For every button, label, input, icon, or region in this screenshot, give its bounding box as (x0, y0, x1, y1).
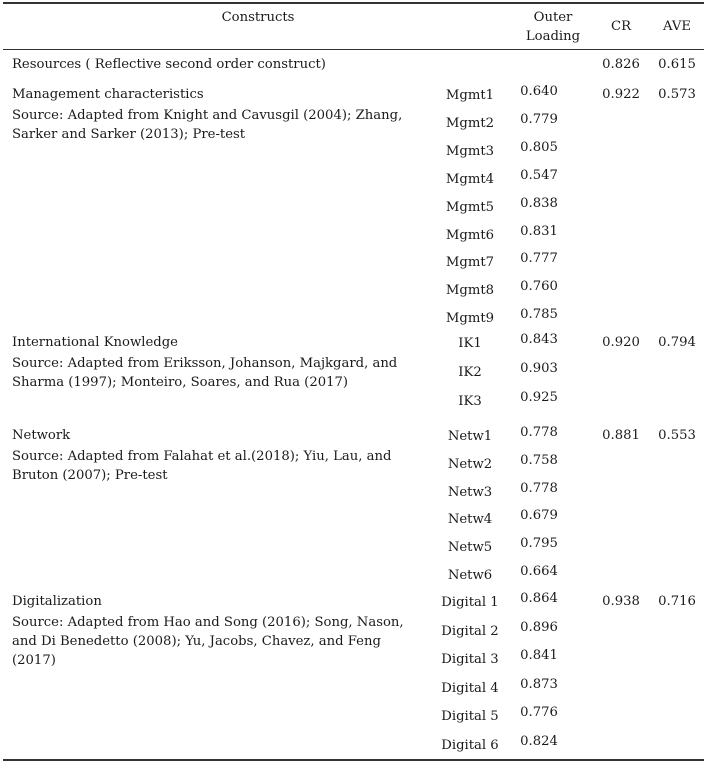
indicator-loading: 0.925 (520, 390, 558, 405)
indicator-loading: 0.758 (520, 452, 558, 468)
indicator-code: Netw3 (447, 484, 493, 500)
indicator-loading: 0.903 (520, 361, 558, 376)
indicator-loading: 0.896 (520, 619, 558, 635)
indicator-code: IK1 (458, 336, 482, 351)
construct-ave: 0.553 (658, 428, 696, 443)
indicator-code: Mgmt6 (445, 227, 495, 243)
construct-ave: 0.716 (658, 594, 696, 609)
construct-ave: 0.573 (658, 87, 696, 102)
indicator-loading: 0.841 (520, 648, 558, 664)
indicator-loading: 0.679 (520, 508, 558, 524)
construct-cr: 0.881 (602, 428, 640, 443)
indicator-loading: 0.805 (520, 139, 558, 155)
indicator-loading: 0.824 (520, 734, 558, 749)
indicator-code: Mgmt2 (445, 115, 495, 131)
indicator-code: IK2 (458, 365, 482, 380)
indicator-code: IK3 (458, 394, 482, 409)
indicator-loading: 0.776 (520, 705, 558, 721)
construct-ave: 0.794 (658, 335, 696, 350)
header-ave: AVE (662, 19, 692, 34)
indicator-code: Digital 5 (441, 709, 499, 725)
indicator-loading: 0.785 (520, 307, 558, 323)
indicator-code: Netw1 (447, 429, 493, 444)
indicator-loading: 0.778 (520, 425, 558, 440)
indicator-loading: 0.843 (520, 332, 558, 347)
indicator-code: Mgmt4 (445, 171, 495, 187)
indicator-code: Digital 1 (441, 595, 499, 610)
indicator-code: Netw4 (447, 512, 493, 528)
construct-name: Management characteristics (12, 87, 204, 102)
indicator-code: Netw2 (447, 456, 493, 472)
construct-name: International Knowledge (12, 335, 178, 350)
resources-ave: 0.615 (658, 57, 696, 72)
indicator-loading: 0.779 (520, 111, 558, 127)
indicator-code: Digital 2 (441, 623, 499, 639)
bottom-rule (3, 759, 704, 761)
indicator-code: Digital 6 (441, 738, 499, 753)
top-rule (3, 2, 704, 4)
indicator-loading: 0.664 (520, 564, 558, 579)
construct-cr: 0.920 (602, 335, 640, 350)
indicator-loading: 0.873 (520, 676, 558, 692)
indicator-loading: 0.760 (520, 279, 558, 295)
construct-source: Source: Adapted from Knight and Cavusgil (2004); Zhang, Sarker and Sarker (2013); Pre-test (12, 108, 403, 142)
indicator-loading: 0.547 (520, 167, 558, 183)
header-cr: CR (610, 19, 632, 34)
construct-source: Source: Adapted from Falahat et al.(2018); Yiu, Lau, and Bruton (2007); Pre-test (12, 449, 392, 483)
indicator-code: Digital 3 (441, 652, 499, 668)
indicator-code: Mgmt7 (445, 255, 495, 271)
header-rule (3, 49, 704, 50)
indicator-code: Mgmt8 (445, 283, 495, 299)
construct-cr: 0.938 (602, 594, 640, 609)
indicator-loading: 0.778 (520, 480, 558, 496)
construct-name: Network (12, 428, 71, 443)
construct-source: Source: Adapted from Hao and Song (2016); Song, Nason, and Di Benedetto (2008); Yu, Jacobs, Chavez, and Feng (2017) (12, 615, 404, 668)
indicator-code: Mgmt3 (445, 143, 495, 159)
resources-label: Resources ( Reflective second order construct) (12, 57, 326, 72)
indicator-loading: 0.795 (520, 536, 558, 552)
header-constructs: Constructs (221, 10, 295, 25)
indicator-code: Mgmt5 (445, 199, 495, 215)
construct-cr: 0.922 (602, 87, 640, 102)
indicator-loading: 0.777 (520, 251, 558, 267)
indicator-loading: 0.864 (520, 591, 558, 606)
indicator-code: Digital 4 (441, 680, 499, 696)
indicator-loading: 0.838 (520, 195, 558, 211)
indicator-loading: 0.831 (520, 223, 558, 239)
construct-name: Digitalization (12, 594, 102, 609)
indicator-code: Mgmt1 (445, 88, 495, 103)
resources-cr: 0.826 (602, 57, 640, 72)
header-outer-loading-line2: Loading (525, 29, 581, 44)
indicator-code: Mgmt9 (445, 311, 495, 327)
construct-source: Source: Adapted from Eriksson, Johanson, Majkgard, and Sharma (1997); Monteiro, Soares, and Rua (2017) (12, 356, 398, 390)
indicator-loading: 0.640 (520, 84, 558, 99)
indicator-code: Netw5 (447, 540, 493, 556)
indicator-code: Netw6 (447, 568, 493, 583)
header-outer-loading-line1: Outer (533, 10, 573, 25)
